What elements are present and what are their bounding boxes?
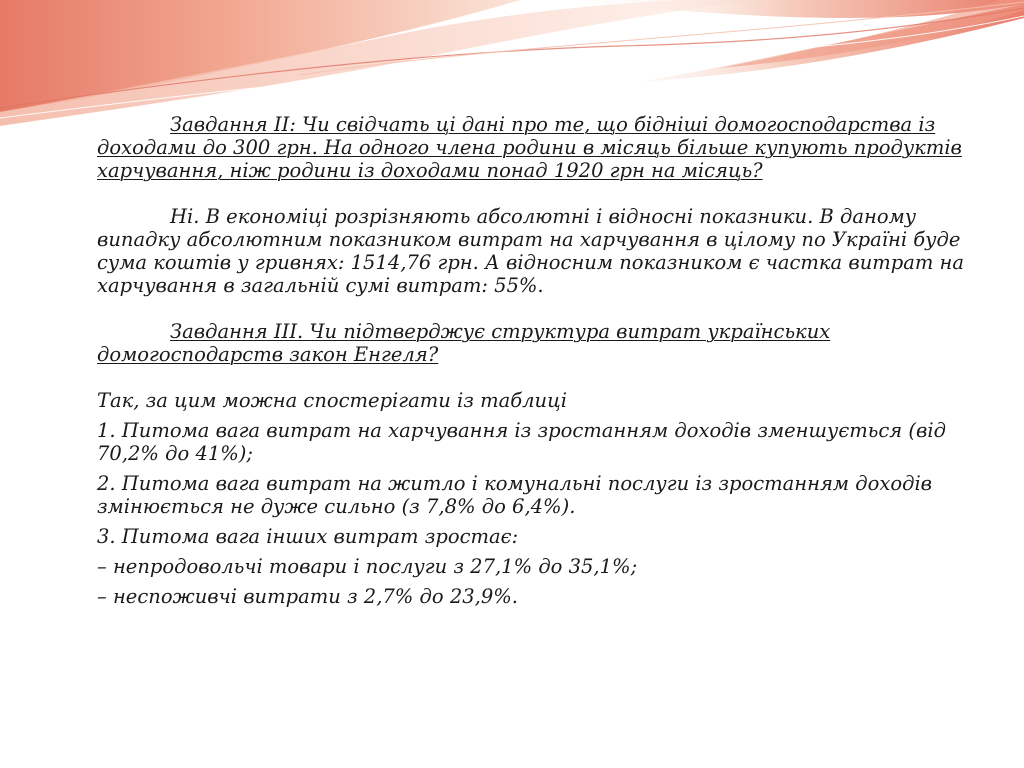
- task3-intro: Так, за цим можна спостерігати із таблиці: [97, 389, 567, 412]
- task2-answer: Ні. В економіці розрізняють абсолютні і відносні показники. В даному випадку абсолютним показником витрат на харчування в цілому по Україні буде сума коштів у гривнях: 1514,76 грн. А відносним показником є частка витрат на харчування в загальній сумі витрат: 55%.: [97, 205, 965, 297]
- task3-subpoint-nonconsumer: – неспоживчі витрати з 2,7% до 23,9%.: [97, 585, 518, 608]
- task3-question: [97, 320, 972, 366]
- task3-question-text: Завдання ІІІ. Чи підтверджує структура витрат українських домогосподарств закон Енгеля?: [97, 320, 831, 366]
- task2-question: [97, 113, 972, 182]
- task2-question-text: Завдання ІІ: Чи свідчать ці дані про те, що бідніші домогосподарства із доходами до 300 грн. На одного члена родини в місяць більше купують продуктів харчування, ніж родини із доходами понад 1920 грн на місяць?: [97, 113, 962, 182]
- task3-point-3: 3. Питома вага інших витрат зростає:: [97, 525, 519, 548]
- task3-subpoint-nonfood: – непродовольчі товари і послуги з 27,1% до 35,1%;: [97, 555, 638, 578]
- header-wave-decoration: [0, 0, 1024, 130]
- slide-content: [97, 113, 972, 608]
- task3-point-2: 2. Питома вага витрат на житло і комунальні послуги із зростанням доходів змінюється не дуже сильно (з 7,8% до 6,4%).: [97, 472, 933, 518]
- task3-point-1: 1. Питома вага витрат на харчування із зростанням доходів зменшується (від 70,2% до 41%);: [97, 419, 946, 465]
